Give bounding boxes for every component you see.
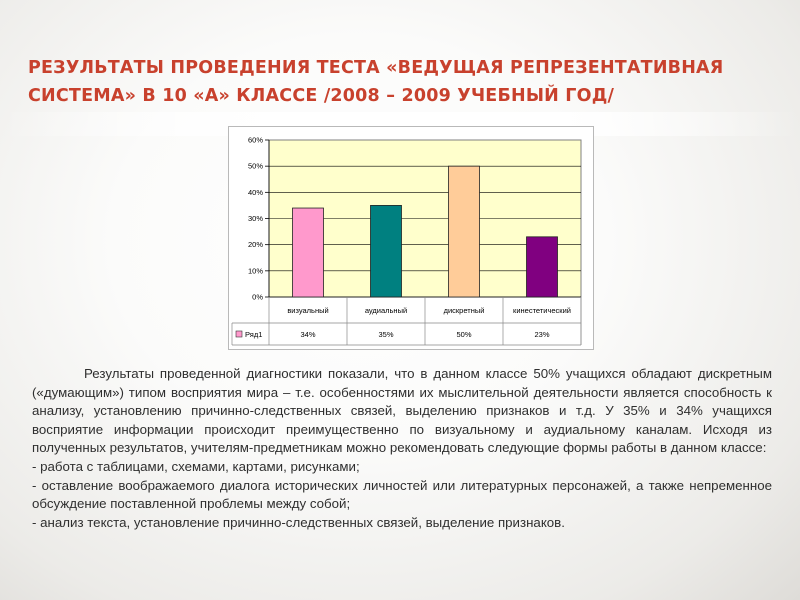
category-label: дискретный (443, 306, 485, 315)
category-label: аудиальный (364, 306, 408, 315)
body-text (32, 365, 772, 532)
y-tick-label: 50% (247, 161, 263, 171)
analysis-paragraph-text: Результаты проведенной диагностики показали, что в данном классе 50% учащихся обладают дискретным («думающим») типом восприятия мира – т.е. особенностями их мыслительной деятельности является способность к анализу, установлению причинно-следственных связей, выделению признаков и т.д. У 35% и 34% учащихся восприятие информации происходит преимущественно по визуальному и аудиальному каналам. Исходя из полученных результатов, (32, 366, 772, 456)
y-tick-label: 20% (247, 240, 263, 250)
data-table-value: 34% (300, 330, 316, 339)
recommendation-item: - работа с таблицами, схемами, картами, рисунками; (32, 458, 360, 474)
y-tick-label: 60% (247, 135, 263, 145)
data-table-value: 23% (534, 330, 550, 339)
data-table-value: 35% (378, 330, 394, 339)
bar (527, 237, 558, 297)
slide-title: РЕЗУЛЬТАТЫ ПРОВЕДЕНИЯ ТЕСТА «ВЕДУЩАЯ РЕПРЕЗЕНТАТИВНАЯ СИСТЕМА» В 10 «А» КЛАССЕ /2008 – 2009 УЧЕБНЫЙ ГОД/ (28, 58, 724, 106)
y-tick-label: 0% (252, 292, 263, 302)
category-label: визуальный (287, 306, 329, 315)
chart-svg (229, 127, 593, 349)
recommendation-item: - оставление воображаемого диалога исторических личностей или литературных персонажей, а также непременное обсуждение поставленной проблемы между собой; (32, 477, 772, 512)
y-tick-label: 30% (247, 214, 263, 223)
data-table-value: 50% (456, 330, 472, 339)
recommendation-item: - анализ текста, установление причинно-следственных связей, выделение признаков. (32, 514, 565, 530)
bar (293, 208, 324, 297)
recommendation-lead: учителям-предметникам можно рекомендовать следующие формы работы в данном классе: (190, 440, 767, 456)
legend-swatch (236, 331, 242, 337)
bar (449, 166, 480, 297)
bar-chart (228, 126, 594, 350)
bar (371, 205, 402, 297)
y-tick-label: 10% (247, 266, 263, 276)
category-label: кинестетический (513, 306, 571, 315)
legend-series-name: Ряд1 (245, 330, 263, 339)
analysis-paragraph (32, 365, 772, 458)
y-tick-label: 40% (247, 187, 263, 197)
